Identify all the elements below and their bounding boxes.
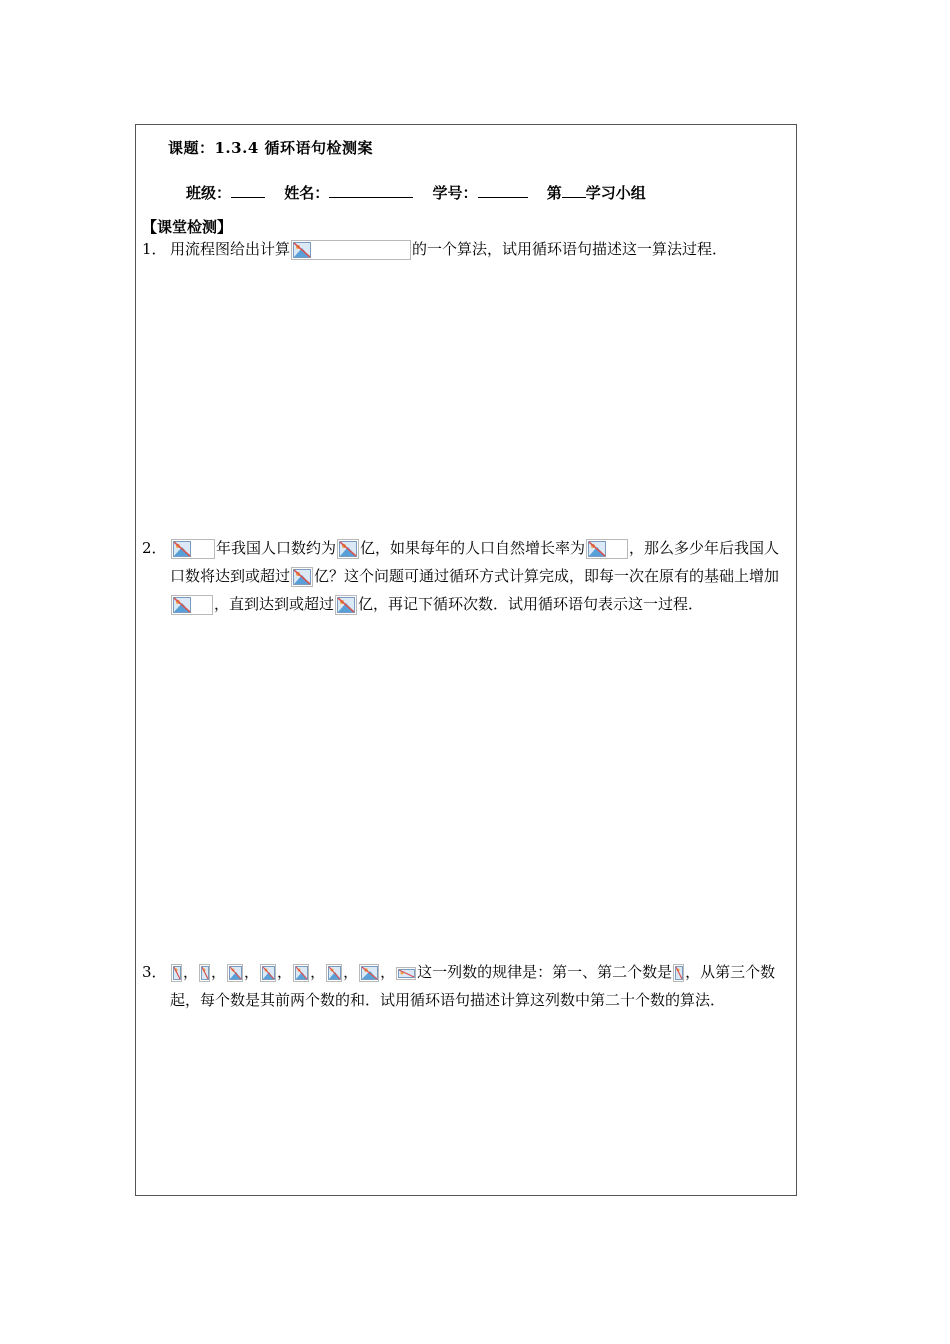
broken-image-icon [260,964,276,982]
page-title: 课题：1.3.4 循环语句检测案 [168,139,373,157]
separator: ， [183,963,199,981]
separator: ， [380,963,396,981]
question-text: 的一个算法，试用循环语句描述这一算法过程． [412,240,728,258]
group-blank [562,184,586,198]
question-number: 3． [142,963,167,981]
class-label: 班级： [186,184,232,202]
group-prefix: 第 [546,184,562,202]
broken-image-icon [359,964,379,982]
id-blank [478,184,528,198]
broken-image-icon [171,964,182,982]
question-text: 亿？这个问题可通过循环方式计算完成，即每一次在原有的基础上增加 [314,567,780,585]
id-label: 学号： [432,184,478,202]
question-number: 1． [142,240,167,258]
question-number: 2． [142,539,167,557]
question-text: 用流程图给出计算 [170,240,291,258]
broken-image-icon [586,539,628,559]
question-text: ，直到达到或超过 [214,595,335,613]
section-title: 【课堂检测】 [142,218,233,236]
name-label: 姓名： [284,184,330,202]
broken-image-icon [199,964,210,982]
broken-image-icon [673,964,684,982]
broken-image-icon [335,595,357,615]
separator: ， [343,963,359,981]
separator: ， [277,963,293,981]
question-text: ，那么多少年后我国人口数将达到或超过 [170,539,780,585]
question-text: 亿，再记下循环次数．试用循环语句表示这一过程． [358,595,704,613]
question-text: 这一列数的规律是：第一、第二个数是 [417,963,673,981]
question-text: 亿，如果每年的人口自然增长率为 [360,539,586,557]
question-1 [142,235,792,263]
class-blank [231,184,265,198]
question-3 [142,958,792,1014]
broken-image-icon [396,967,416,980]
separator: ， [244,963,260,981]
broken-image-icon [326,964,342,982]
group-suffix: 学习小组 [585,184,646,202]
broken-image-icon [337,539,359,559]
separator: ， [310,963,326,981]
broken-image-icon [171,539,215,559]
question-text: ，从第三个数起，每个数是其前两个数的和．试用循环语句描述计算这列数中第二十个数的算法． [170,963,776,1009]
student-info-line [186,182,646,203]
question-2 [142,534,792,618]
name-blank [329,184,413,198]
broken-image-icon [293,964,309,982]
worksheet-frame [135,124,797,1196]
question-text: 年我国人口数约为 [216,539,337,557]
broken-image-icon [227,964,243,982]
broken-image-icon [291,567,313,587]
separator: ， [211,963,227,981]
broken-image-icon [171,595,213,615]
broken-image-icon [291,240,411,260]
